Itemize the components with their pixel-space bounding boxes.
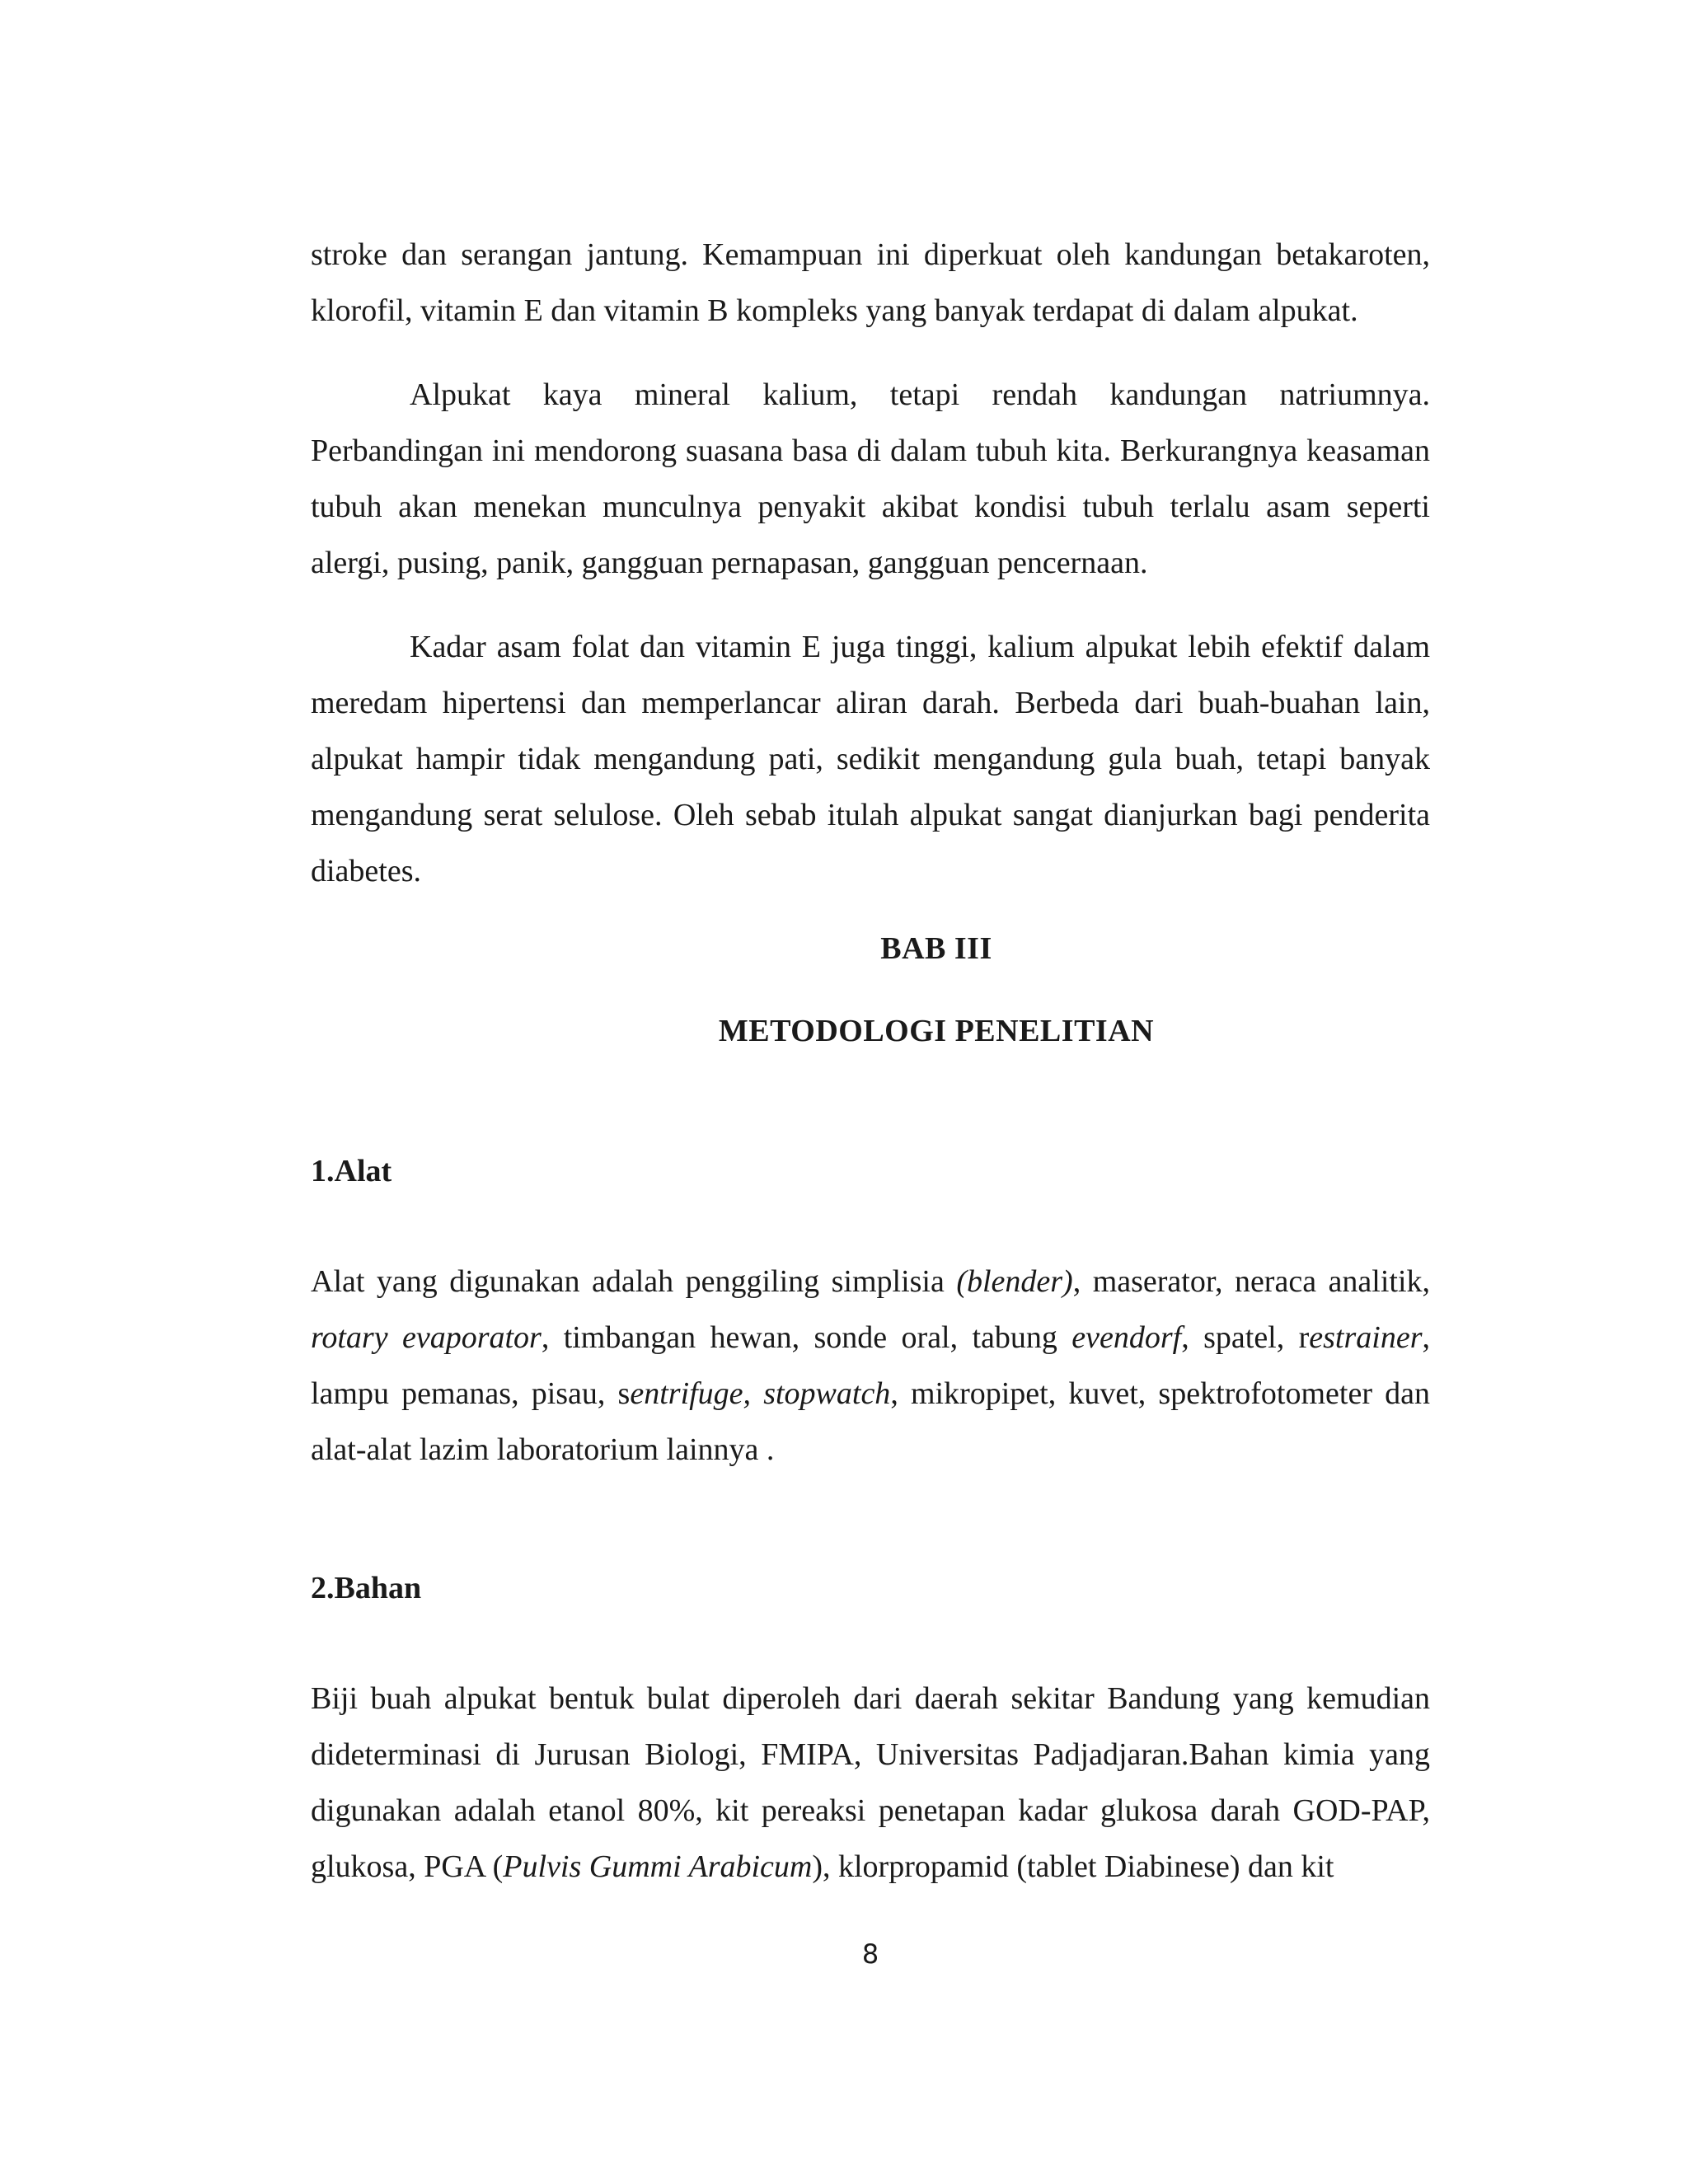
paragraph-stroke: stroke dan serangan jantung. Kemampuan ini diperkuat oleh kandungan betakaroten, klorofil, vitamin E dan vitamin B kompleks yang banyak terdapat di dalam alpukat. (311, 237, 1430, 328)
italic-term: (blender) (956, 1264, 1073, 1299)
chapter-number: BAB III (880, 931, 992, 966)
paragraph-kalium: Alpukat kaya mineral kalium, tetapi rendah kandungan natriumnya. Perbandingan ini mendorong suasana basa di dalam tubuh kita. Berkurangnya keasaman tubuh akan menekan munculnya penyakit akibat kondisi tubuh terlalu asam seperti alergi, pusing, panik, gangguan pernapasan, gangguan pencernaan. (311, 377, 1430, 580)
chapter-title: METODOLOGI PENELITIAN (718, 1014, 1155, 1048)
paragraph-asam-folat: Kadar asam folat dan vitamin E juga tinggi, kalium alpukat lebih efektif dalam meredam hipertensi dan memperlancar aliran darah. Berbeda dari buah-buahan lain, alpukat hampir tidak mengandung pati, sedikit mengandung gula buah, tetapi banyak mengandung serat selulose. Oleh sebab itulah alpukat sangat dianjurkan bagi penderita diabetes. (311, 630, 1430, 888)
paragraph-alat (311, 1254, 1430, 1478)
text-run: , timbangan hewan, sonde oral, tabung (541, 1320, 1072, 1355)
italic-term: Pulvis Gummi Arabicum (503, 1849, 813, 1884)
text-run: Alat yang digunakan adalah penggiling simplisia (311, 1264, 957, 1299)
text-run: , lampu pemanas, pisau, s (311, 1320, 1430, 1411)
section-heading-alat: 1.Alat (311, 1154, 392, 1188)
italic-term: evendorf (1071, 1320, 1182, 1355)
italic-term: rotary evaporator (311, 1320, 542, 1355)
italic-term: entrifuge, stopwatch (630, 1376, 891, 1411)
text-run: ), klorpropamid (tablet Diabinese) dan kit (812, 1849, 1334, 1884)
paragraph-bahan (311, 1671, 1430, 1895)
page-number: 8 (861, 1938, 879, 1970)
text-run: , spatel, r (1181, 1320, 1310, 1355)
page-content (311, 227, 1430, 1895)
text-run: , maserator, neraca analitik, (1072, 1264, 1430, 1299)
italic-term: estrainer (1309, 1320, 1423, 1355)
section-heading-bahan: 2.Bahan (311, 1571, 422, 1605)
text-run: Biji buah alpukat bentuk bulat diperoleh dari daerah sekitar Bandung yang kemudian dideterminasi di Jurusan Biologi, FMIPA, Universitas Padjadjaran.Bahan kimia yang digunakan adalah etanol 80%, kit pereaksi penetapan kadar glukosa darah GOD-PAP, glukosa, PGA ( (311, 1681, 1430, 1884)
text-run: , mikropipet, kuvet, spektrofotometer dan alat-alat lazim laboratorium lainnya . (311, 1376, 1430, 1467)
